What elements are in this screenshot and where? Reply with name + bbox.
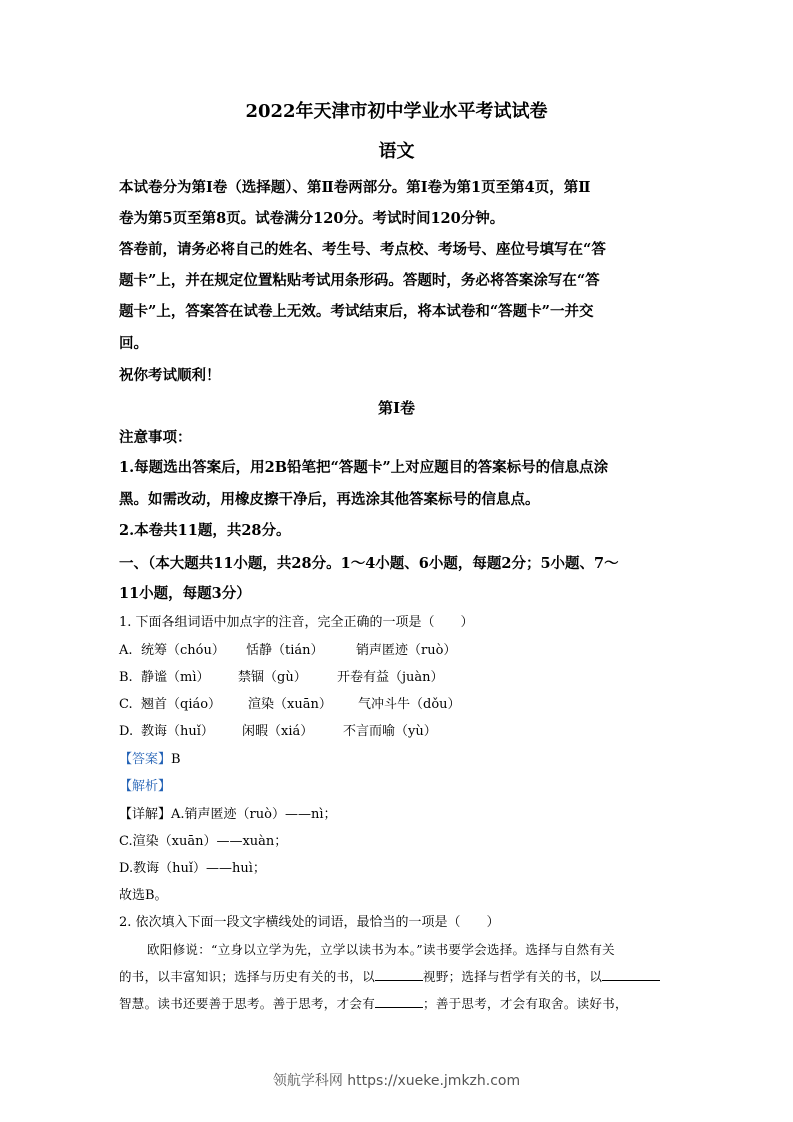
q1-option-b <box>119 669 444 687</box>
q1-option-d <box>119 723 437 741</box>
option-item: 静谧（mì） <box>141 670 210 685</box>
detail-tag: 【详解】 <box>119 807 172 822</box>
q2-paragraph-line <box>119 968 675 986</box>
intro-line: 题卡”上，答案答在试卷上无效。考试结束后，将本试卷和“答题卡”一并交 <box>119 303 594 320</box>
section-title: 第Ⅰ卷 <box>377 399 416 417</box>
option-item: 销声匿迹（ruò） <box>356 643 457 658</box>
q1-option-c <box>119 696 461 714</box>
intro-line: 祝你考试顺利！ <box>119 367 221 384</box>
option-label: C. <box>119 697 133 712</box>
intro-line: 答卷前，请务必将自己的姓名、考生号、考点校、考场号、座位号填写在“答 <box>119 241 606 258</box>
q1-stem: 1. 下面各组词语中加点字的注音，完全正确的一项是（ ） <box>119 615 474 630</box>
q2-stem: 2. 依次填入下面一段文字横线处的词语，最恰当的一项是（ ） <box>119 915 500 930</box>
note-line: 1.每题选出答案后，用2B铅笔把“答题卡”上对应题目的答案标号的信息点涂 <box>119 459 609 476</box>
notes-heading: 注意事项： <box>119 429 192 446</box>
option-item: 闲暇（xiá） <box>242 724 314 739</box>
fill-blank <box>602 968 660 981</box>
answer-tag: 【答案】 <box>119 752 172 767</box>
option-item: 统筹（chóu） <box>141 643 225 658</box>
detail-line: D.教诲（huǐ）——huì； <box>119 861 266 876</box>
option-item: 恬静（tián） <box>246 643 324 658</box>
q2-text: ；善于思考，才会有取舍。读好书， <box>423 996 628 1011</box>
option-item: 翘首（qiáo） <box>141 697 222 712</box>
option-label: A. <box>119 643 133 658</box>
note-line: 黑。如需改动，用橡皮擦干净后，再选涂其他答案标号的信息点。 <box>119 491 540 508</box>
detail-line: 故选B。 <box>119 888 168 903</box>
part-heading: 11小题，每题3分） <box>119 585 251 602</box>
q1-option-a <box>119 642 456 660</box>
q1-detail <box>119 806 336 824</box>
note-line: 2.本卷共11题，共28分。 <box>119 522 291 539</box>
q2-paragraph-line <box>119 995 675 1013</box>
fill-blank <box>375 968 423 981</box>
detail-line: A.销声匿迹（ruò）——nì； <box>171 807 337 822</box>
option-label: B. <box>119 670 133 685</box>
q2-text: 视野；选择与哲学有关的书，以 <box>423 969 603 984</box>
intro-line: 回。 <box>119 335 148 352</box>
option-item: 气冲斗牛（dǒu） <box>358 697 461 712</box>
option-item: 不言而喻（yù） <box>343 724 437 739</box>
intro-line: 本试卷分为第Ⅰ卷（选择题）、第Ⅱ卷两部分。第Ⅰ卷为第1页至第4页，第Ⅱ <box>119 179 591 196</box>
intro-line: 题卡”上，并在规定位置粘贴考试用条形码。答题时，务必将答案涂写在“答 <box>119 272 600 289</box>
part-heading: 一、（本大题共11小题，共28分。1～4小题、6小题，每题2分；5小题、7～ <box>119 555 619 572</box>
fill-blank <box>375 995 423 1008</box>
option-item: 开卷有益（juàn） <box>337 670 444 685</box>
intro-line: 卷为第5页至第8页。试卷满分120分。考试时间120分钟。 <box>119 210 505 227</box>
option-item: 禁锢（gù） <box>238 670 307 685</box>
q1-answer <box>119 751 181 769</box>
q2-text: 智慧。读书还要善于思考。善于思考，才会有 <box>119 996 376 1011</box>
q2-text: 的书，以丰富知识；选择与历史有关的书，以 <box>119 969 376 984</box>
answer-value: B <box>171 752 181 767</box>
analysis-tag: 【解析】 <box>119 779 172 794</box>
subject-title: 语文 <box>378 141 415 162</box>
option-label: D. <box>119 724 134 739</box>
q2-paragraph-line: 欧阳修说：“立身以立学为先，立学以读书为本。”读书要学会选择。选择与自然有关 <box>147 942 615 957</box>
option-item: 渲染（xuān） <box>248 697 332 712</box>
exam-title: 2022年天津市初中学业水平考试试卷 <box>245 101 548 122</box>
option-item: 教诲（huǐ） <box>141 724 214 739</box>
detail-line: C.渲染（xuān）——xuàn； <box>119 834 288 849</box>
footer-watermark: 领航学科网 https://xueke.jmkzh.com <box>272 1073 521 1089</box>
